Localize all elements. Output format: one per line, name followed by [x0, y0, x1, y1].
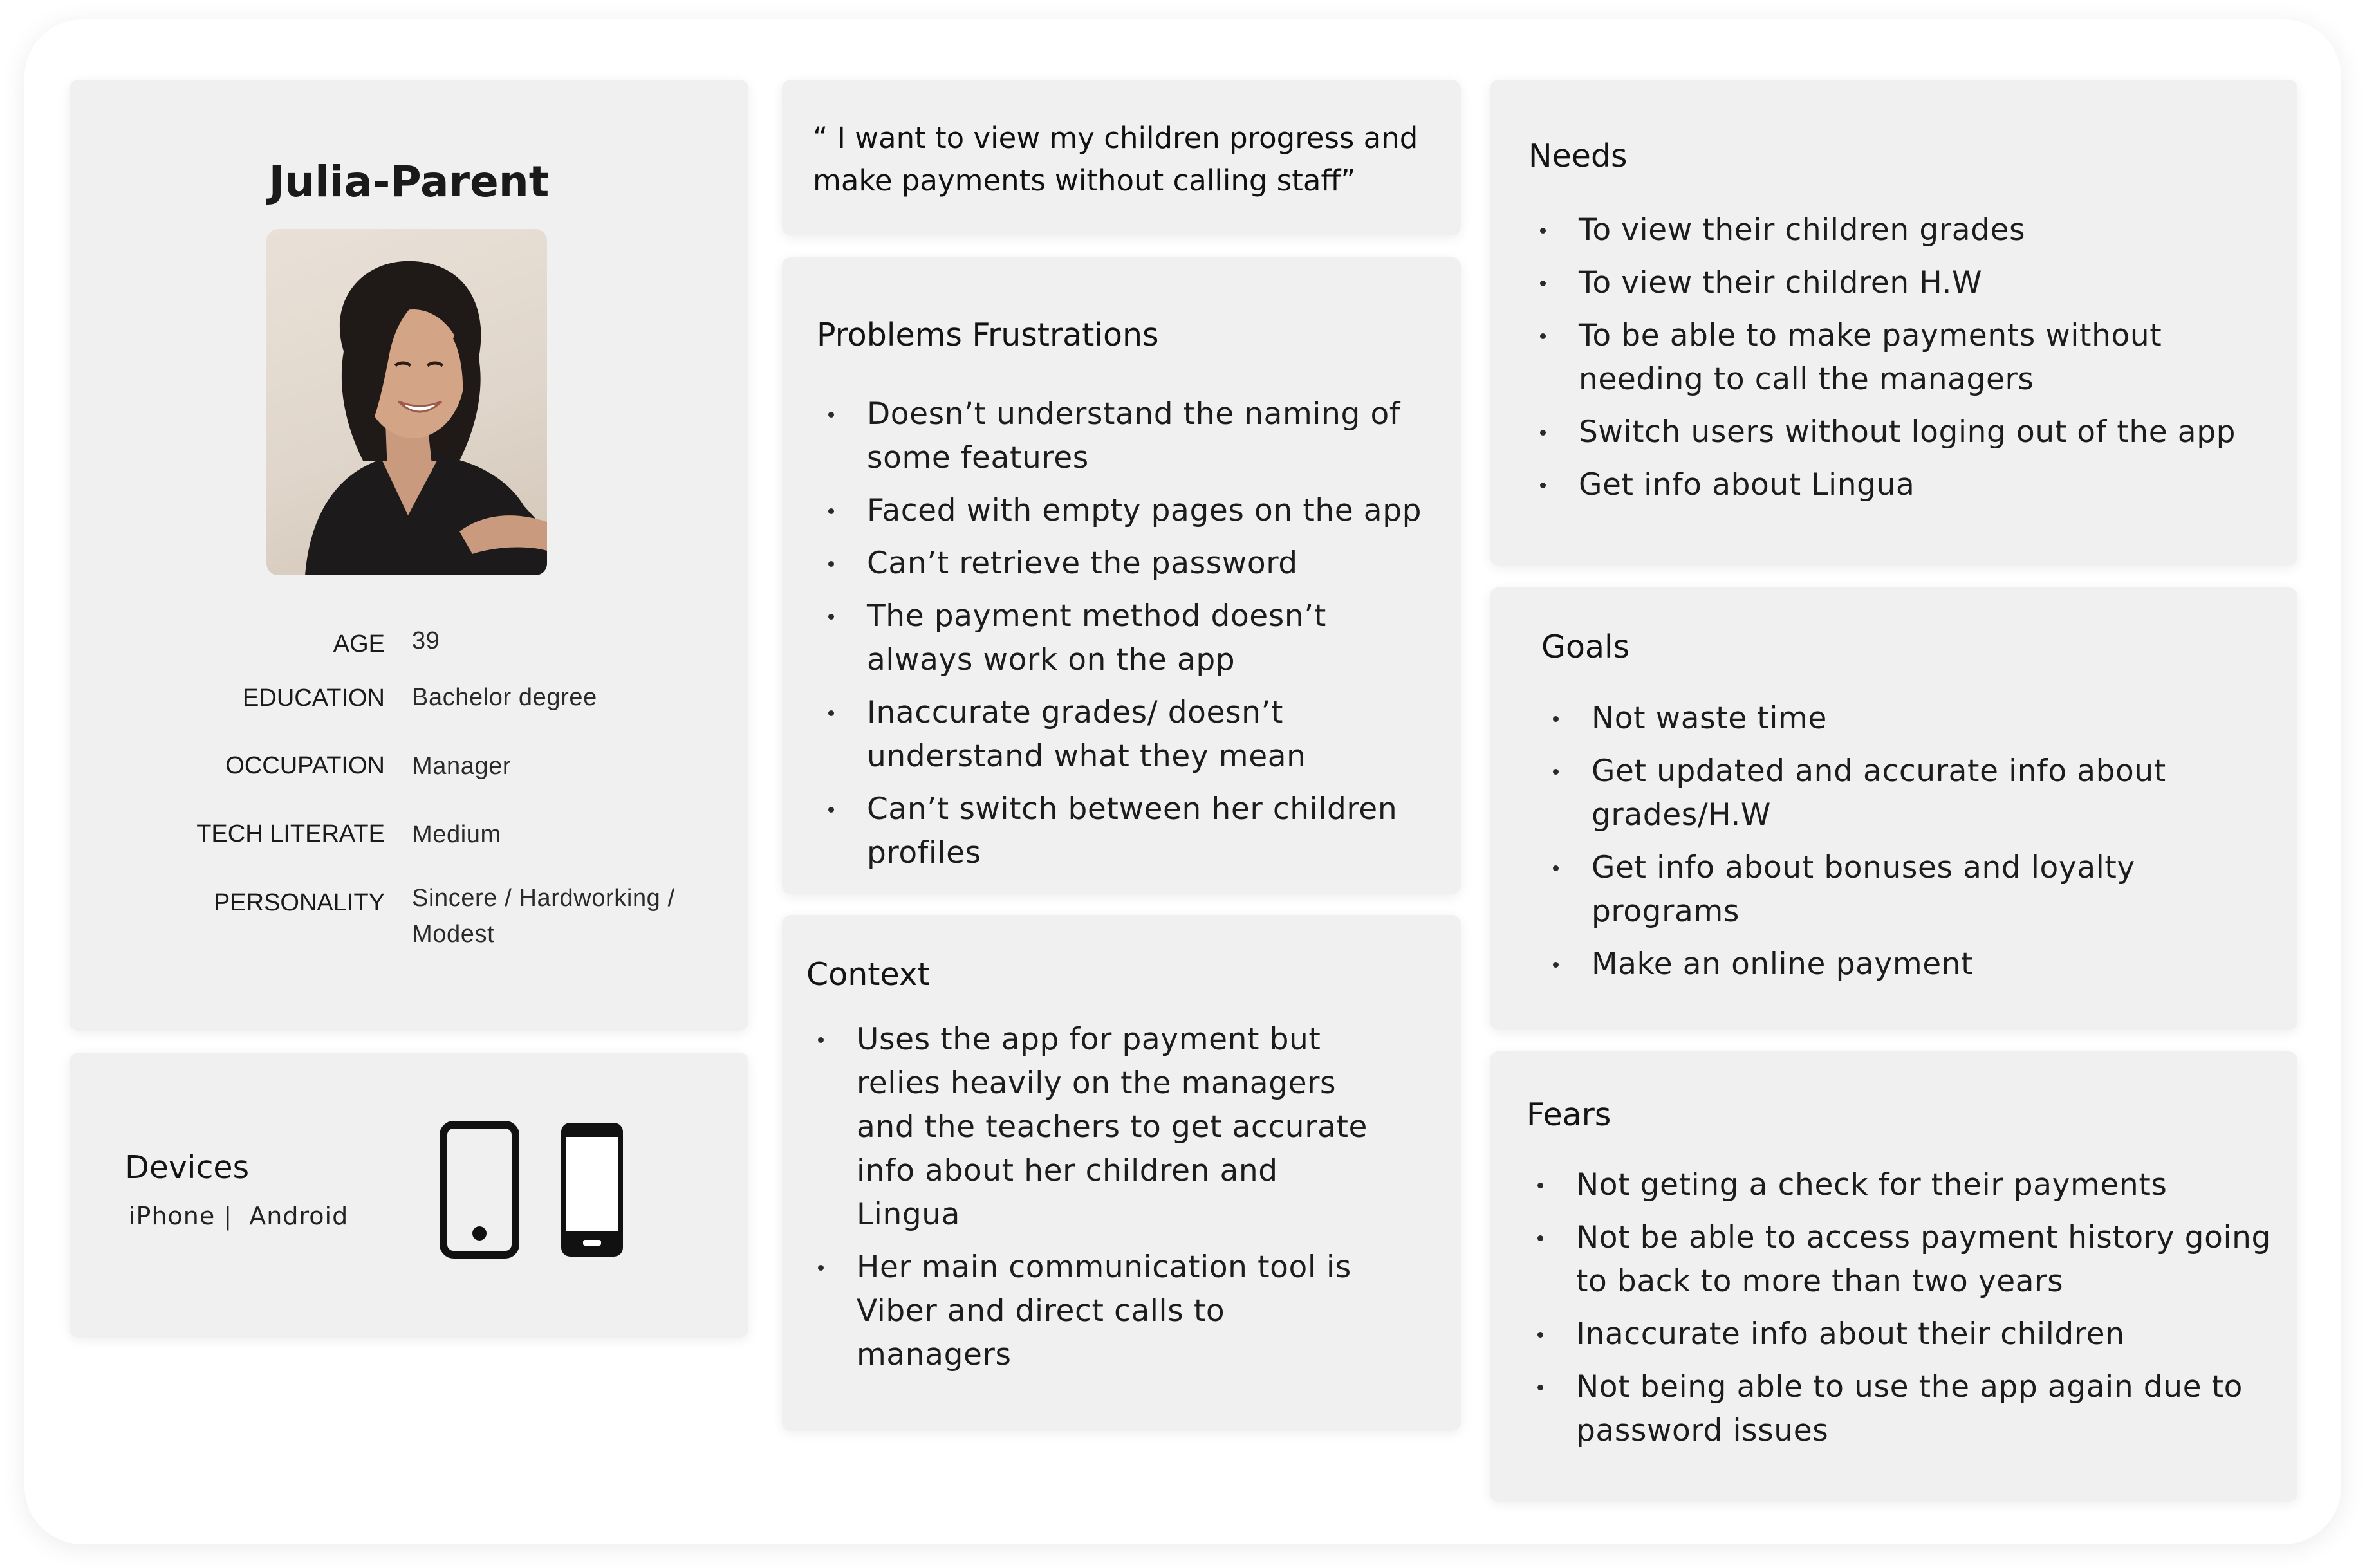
list-item: To view their children grades — [1535, 208, 2275, 252]
problems-card — [782, 257, 1461, 894]
list-item: Inaccurate info about their children — [1532, 1313, 2285, 1356]
persona-name: Julia-Parent — [268, 157, 550, 207]
list-item: Doesn’t understand the naming of some features — [823, 392, 1441, 480]
persona-photo — [266, 229, 547, 575]
devices-title: Devices — [125, 1149, 250, 1186]
quote-card — [782, 80, 1461, 235]
attribute-value: Manager — [412, 753, 512, 780]
context-card — [782, 915, 1461, 1431]
attribute-label: TECH LITERATE — [196, 820, 385, 847]
goals-card — [1490, 587, 2297, 1030]
attribute-label: PERSONALITY — [213, 889, 385, 916]
fears-list — [1532, 1163, 2285, 1462]
list-item: Her main communication tool is Viber and direct calls to managers — [813, 1246, 1373, 1377]
list-item: Not be able to access payment history going to back to more than two years — [1532, 1216, 2285, 1304]
list-item: Inaccurate grades/ doesn’t understand what they mean — [823, 691, 1441, 779]
woman-portrait-icon — [266, 229, 547, 575]
devices-card — [70, 1053, 748, 1338]
list-item: Not being able to use the app again due to password issues — [1532, 1365, 2285, 1453]
attribute-value: Medium — [412, 821, 501, 848]
persona-quote: “ I want to view my children progress and make payments without calling staff” — [813, 121, 1418, 198]
attribute-label: OCCUPATION — [225, 752, 385, 779]
devices-list: iPhone | Android — [129, 1202, 349, 1230]
goals-title: Goals — [1541, 629, 1630, 665]
attribute-label: EDUCATION — [243, 685, 385, 712]
iphone-icon — [439, 1120, 523, 1259]
problems-title: Problems Frustrations — [817, 317, 1159, 353]
list-item: Get updated and accurate info about grades/H.W — [1548, 750, 2275, 837]
fears-title: Fears — [1527, 1096, 1611, 1133]
attribute-label: AGE — [333, 631, 385, 658]
profile-card — [70, 80, 748, 1031]
goals-list — [1548, 697, 2275, 995]
list-item: To view their children H.W — [1535, 261, 2275, 305]
list-item: Not geting a check for their payments — [1532, 1163, 2285, 1207]
list-item: Make an online payment — [1548, 943, 2275, 986]
attribute-value: Bachelor degree — [412, 684, 597, 711]
list-item: Can’t retrieve the password — [823, 542, 1441, 586]
list-item: The payment method doesn’t always work on the app — [823, 595, 1441, 682]
list-item: Uses the app for payment but relies heavily on the managers and the teachers to get accurate info about her children and Lingua — [813, 1018, 1373, 1237]
needs-card — [1490, 80, 2297, 566]
context-list — [813, 1018, 1373, 1386]
fears-card — [1490, 1051, 2297, 1502]
list-item: Can’t switch between her children profiles — [823, 788, 1441, 875]
attribute-value: Sincere / Hardworking / Modest — [412, 885, 675, 948]
attribute-value: 39 — [412, 627, 440, 654]
list-item: To be able to make payments without needing to call the managers — [1535, 314, 2275, 401]
list-item: Get info about bonuses and loyalty programs — [1548, 846, 2275, 934]
list-item: Not waste time — [1548, 697, 2275, 741]
list-item: Switch users without loging out of the app — [1535, 410, 2275, 454]
android-phone-icon — [559, 1120, 626, 1259]
context-title: Context — [806, 956, 930, 993]
list-item: Faced with empty pages on the app — [823, 489, 1441, 533]
problems-list — [823, 392, 1441, 884]
list-item: Get info about Lingua — [1535, 463, 2275, 507]
needs-list — [1535, 208, 2275, 516]
needs-title: Needs — [1528, 138, 1628, 174]
